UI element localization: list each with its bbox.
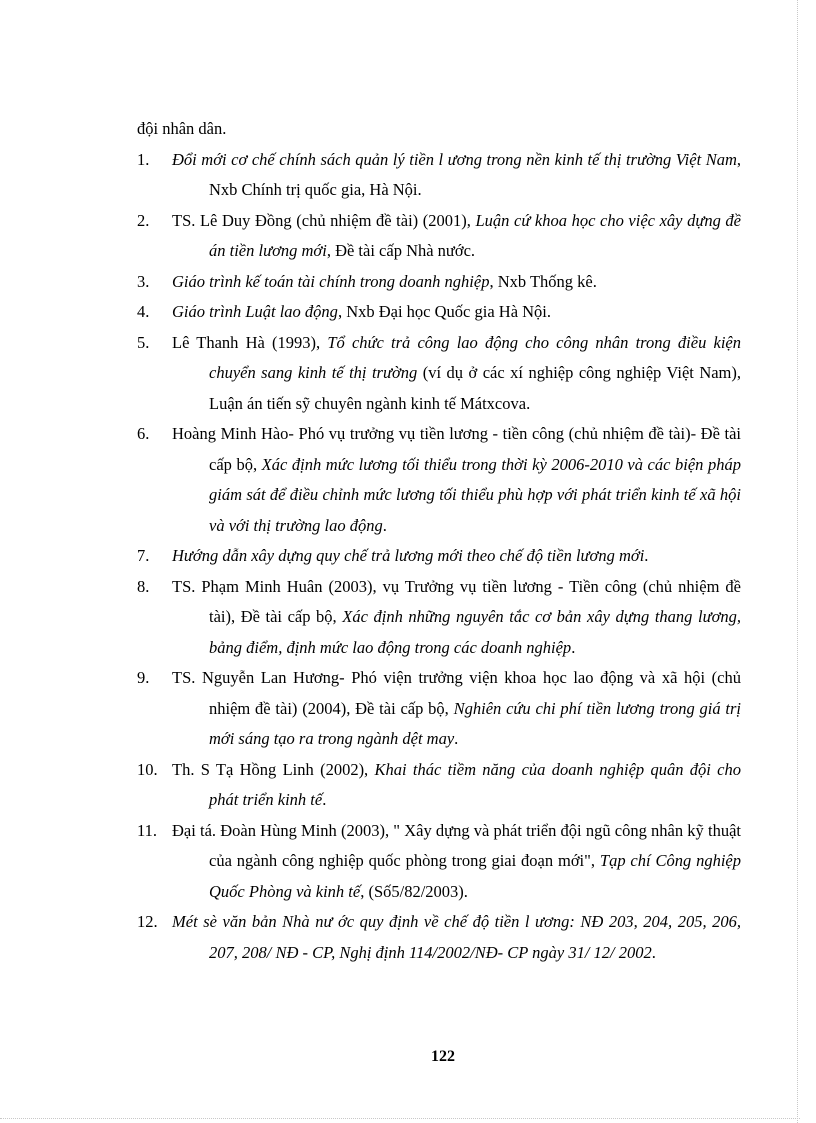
reference-item [137,297,741,328]
reference-number: 6. [137,424,150,443]
reference-item [137,663,741,755]
reference-item [137,145,741,206]
reference-title: Xác định những nguyên tắc cơ bản xây dựng thang lương, bảng điểm, định mức lao động trong các doanh nghiệp [209,607,741,657]
reference-title: Xác định mức lương tối thiểu trong thời kỳ 2006-2010 và các biện pháp giám sát để điều chỉnh mức lương tối thiểu phù hợp với phát triển kinh tế xã hội và với thị trường lao động [209,454,741,535]
reference-author-text: TS. Lê Duy Đồng (chủ nhiệm đề tài) (2001), [172,210,476,230]
reference-title: Mét sè văn bản Nhà nư ớc quy định về chế độ tiền l ương: NĐ 203, 204, 205, 206, 207, 208/ NĐ - CP, Nghị định 114/2002/NĐ- CP ngày 31/ 12/ 2002 [172,912,741,962]
reference-item [137,419,741,541]
reference-item [137,267,741,298]
reference-source-text: (ví dụ ở các xí nghiệp công nghiệp Việt Nam), Luận án tiến sỹ chuyên ngành kinh tế Mátxcova. [209,363,742,413]
reference-list-content [137,114,741,968]
page-number: 122 [431,1048,455,1065]
reference-number: 8. [137,576,150,596]
reference-title: Luận cứ khoa học cho việc xây dựng đề án tiền lương mới [209,210,741,260]
reference-source-text: , (Số5/82/2003). [360,881,468,901]
reference-list [137,145,741,969]
reference-source-text: , Đề tài cấp Nhà nước. [326,241,476,260]
continued-text: đội nhân dân. [137,119,227,138]
reference-title: Khai thác tiềm năng của doanh nghiệp quân đội cho phát triển kinh tế [209,759,741,809]
reference-number: 3. [137,271,150,291]
reference-author-text: TS. Nguyễn Lan Hương- Phó viện trưởng viện khoa học lao động và xã hội (chủ nhiệm đề tài) (2004), Đề tài cấp bộ, [172,668,741,718]
reference-number: 11. [137,820,158,840]
reference-source-text: , Nxb Đại học Quốc gia Hà Nội. [337,302,552,321]
reference-number: 2. [137,210,150,230]
reference-source-text: , Nxb Chính trị quốc gia, Hà Nội. [209,149,741,199]
reference-author-text: Đại tá. Đoàn Hùng Minh (2003), " Xây dựng và phát triển đội ngũ công nhân kỹ thuật của ngành công nghiệp quốc phòng trong giai đoạn mới", [172,820,741,870]
reference-number: 12. [137,912,158,931]
reference-item [137,755,741,816]
reference-number: 4. [137,302,150,321]
reference-title: Tổ chức trả công lao động cho công nhân trong điều kiện chuyển sang kinh tế thị trường [209,332,741,382]
reference-title: Hướng dẫn xây dựng quy chế trả lương mới theo chế độ tiền lương mới [172,546,645,565]
reference-source-text: . [454,729,459,748]
reference-item [137,816,741,908]
reference-title: Giáo trình Luật lao động [172,302,338,321]
reference-author-text: Th. S Tạ Hồng Linh (2002), [172,759,375,779]
reference-item [137,572,741,664]
reference-title: Giáo trình kế toán tài chính trong doanh nghiệp [172,271,490,291]
page-edge-bottom [0,1118,800,1119]
reference-author-text: Hoàng Minh Hào- Phó vụ trưởng vụ tiền lương - tiền công (chủ nhiệm đề tài)- Đề tài cấp bộ, [172,424,741,474]
reference-source-text: . [382,515,387,535]
reference-source-text: . [651,942,656,962]
reference-title: Nghiên cứu chi phí tiền lương trong giá trị mới sáng tạo ra trong ngành dệt may [209,698,741,748]
reference-item [137,328,741,420]
reference-number: 1. [137,149,150,169]
page-edge-right [797,0,798,1123]
reference-number: 7. [137,546,150,565]
reference-source-text: , Nxb Thống kê. [489,271,597,291]
reference-number: 5. [137,332,150,352]
reference-item [137,907,741,968]
reference-number: 9. [137,668,150,687]
reference-author-text: TS. Phạm Minh Huân (2003), vụ Trưởng vụ tiền lương - Tiền công (chủ nhiệm đề tài), Đề tài cấp bộ, [172,576,741,626]
reference-title: Đổi mới cơ chế chính sách quản lý tiền l ương trong nền kinh tế thị trường Việt Nam [172,149,737,169]
reference-title: Tạp chí Công nghiệp Quốc Phòng và kinh tế [209,851,741,901]
reference-item [137,206,741,267]
reference-source-text: . [322,790,327,809]
reference-author-text: Lê Thanh Hà (1993), [172,332,328,352]
reference-source-text: . [644,546,649,565]
reference-source-text: . [571,637,576,657]
reference-item [137,541,741,572]
reference-number: 10. [137,759,158,779]
